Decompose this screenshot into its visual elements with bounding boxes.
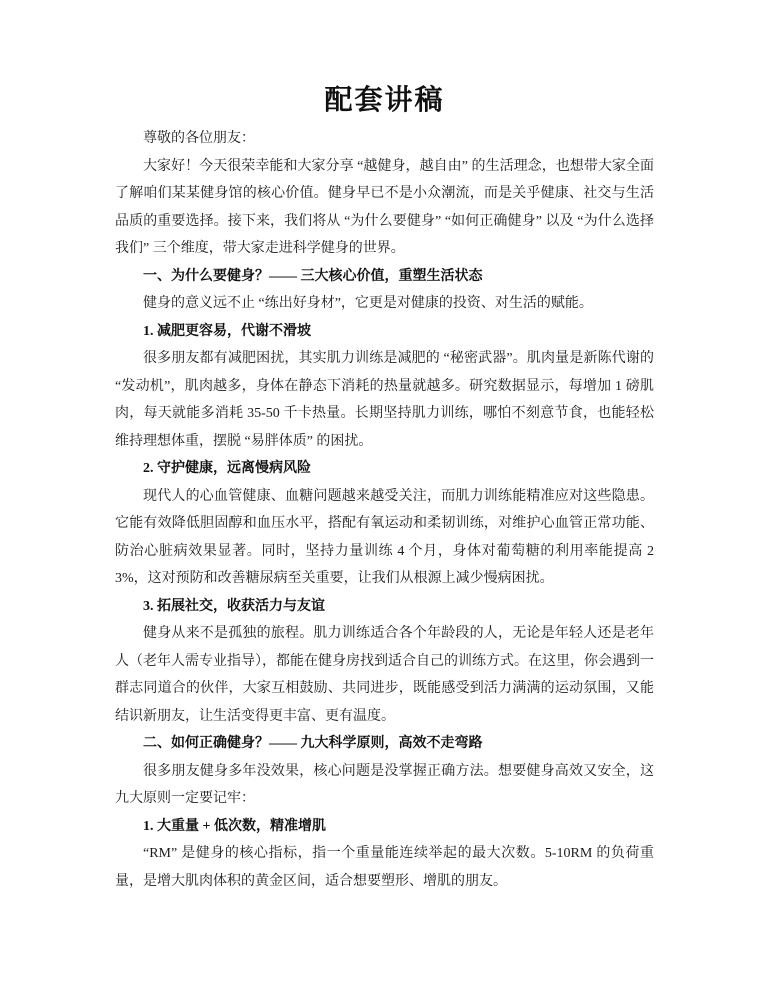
section-heading-2: 二、如何正确健身？—— 九大科学原则，高效不走弯路	[143, 736, 483, 751]
paragraph: 健身的意义远不止 “练出好身材”，它更是对健康的投资、对生活的赋能。	[143, 296, 593, 311]
paragraph: “RM” 是健身的核心指标，指一个重量能连续举起的最大次数。5-10RM 的负荷重量，是增大肌肉体积的黄金区间，适合想要塑形、增肌的朋友。	[115, 846, 654, 889]
paragraph: 很多朋友都有减肥困扰，其实肌力训练是减肥的 “秘密武器”。肌肉量是新陈代谢的 “发动机”，肌肉越多，身体在静态下消耗的热量就越多。研究数据显示，每增加 1 磅肌肉，每天就能多消耗 35-50 千卡热量。长期坚持肌力训练，哪怕不刻意节食，也能轻松维持理想体重，摆脱 “易胖体质” 的困扰。	[115, 351, 654, 449]
sub-heading-1-2: 2. 守护健康，远离慢病风险	[143, 461, 311, 476]
sub-heading-2-1: 1. 大重量 + 低次数，精准增肌	[143, 818, 326, 834]
paragraph: 健身从来不是孤独的旅程。肌力训练适合各个年龄段的人，无论是年轻人还是老年人（老年人需专业指导），都能在健身房找到适合自己的训练方式。在这里，你会遇到一群志同道合的伙伴，大家互相鼓励、共同进步，既能感受到活力满满的运动氛围，又能结识新朋友，让生活变得更丰富、更有温度。	[115, 626, 654, 724]
paragraph: 很多朋友健身多年没效果，核心问题是没掌握正确方法。想要健身高效又安全，这九大原则一定要记牢：	[115, 763, 654, 806]
intro-paragraph: 大家好！今天很荣幸能和大家分享 “越健身，越自由” 的生活理念，也想带大家全面了解咱们某某健身馆的核心价值。健身早已不是小众潮流，而是关乎健康、社交与生活品质的重要选择。接下来，我们将从 “为什么要健身” “如何正确健身” 以及 “为什么选择我们” 三个维度，带大家走进科学健身的世界。	[115, 158, 654, 256]
salutation-paragraph: 尊敬的各位朋友：	[143, 131, 255, 146]
document-title: 配套讲稿	[324, 85, 445, 116]
paragraph: 现代人的心血管健康、血糖问题越来越受关注，而肌力训练能精准应对这些隐患。它能有效降低胆固醇和血压水平，搭配有氧运动和柔韧训练，对维护心血管正常功能、防治心脏病效果显著。同时，坚持力量训练 4 个月，身体对葡萄糖的利用率能提高 23%，这对预防和改善糖尿病至关重要，让我们从根源上减少慢病困扰。	[115, 488, 654, 586]
sub-heading-1-3: 3. 拓展社交，收获活力与友谊	[143, 598, 325, 614]
sub-heading-1-1: 1. 减肥更容易，代谢不滑坡	[143, 323, 311, 339]
section-heading-1: 一、为什么要健身？—— 三大核心价值，重塑生活状态	[143, 268, 483, 284]
